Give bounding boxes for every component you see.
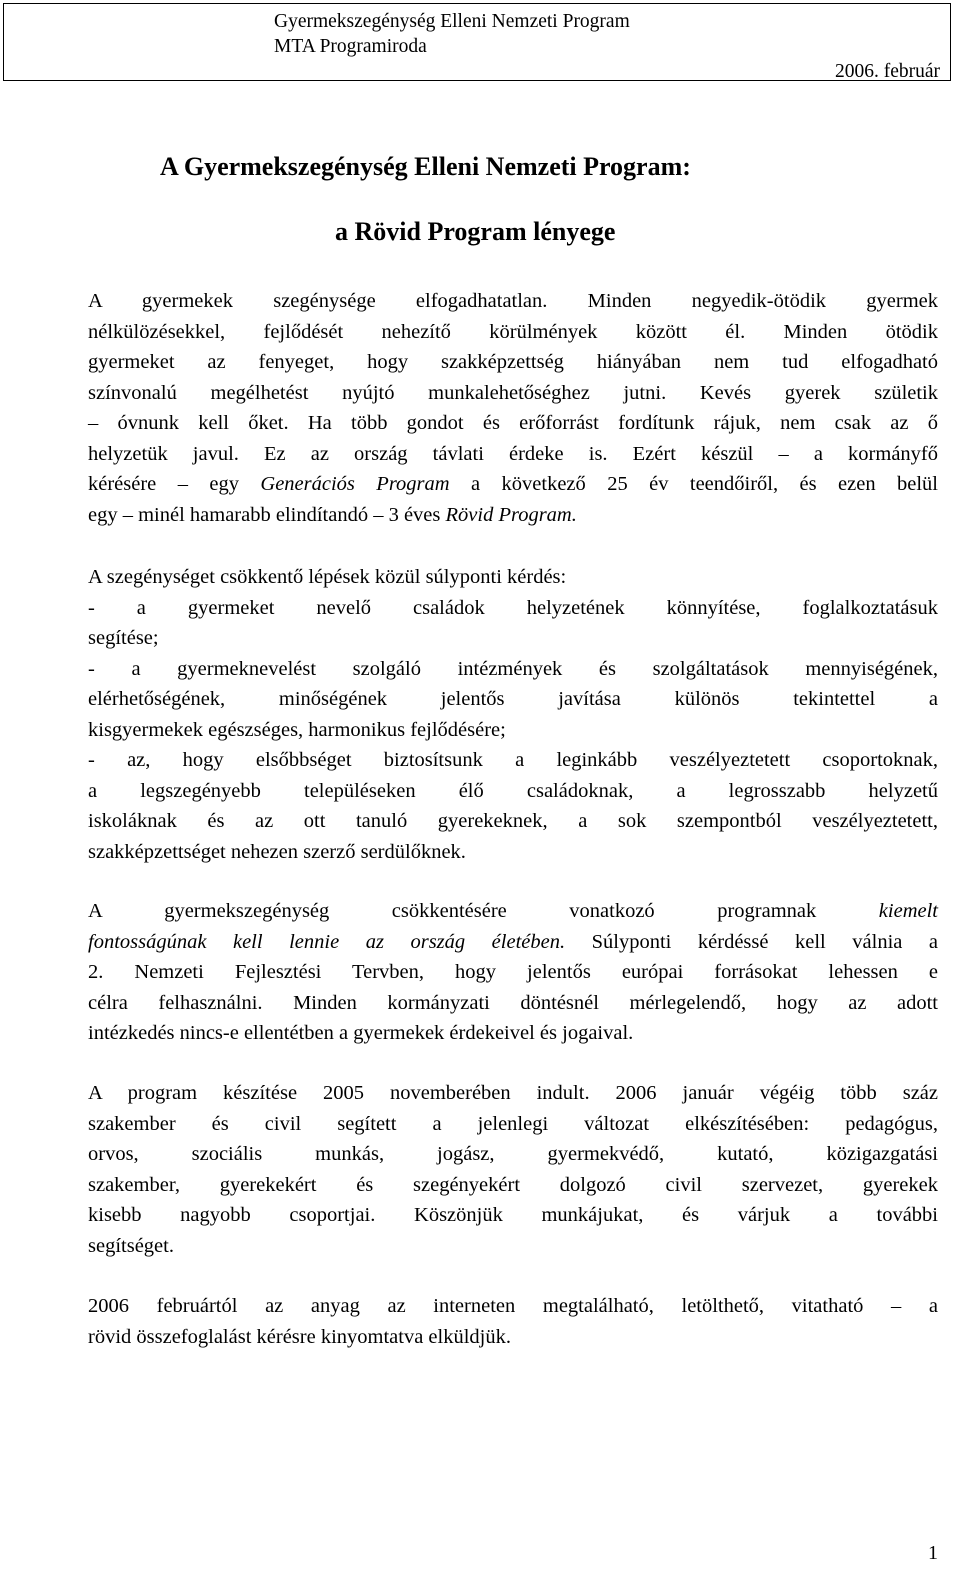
text-line: – óvnunk kell őket. Ha több gondot és erőforrást fordítunk rájuk, nem csak az ő bbox=[88, 412, 938, 434]
text-line: célra felhasználni. Minden kormányzati döntésnél mérlegelendő, hogy az adott bbox=[88, 991, 938, 1014]
text-segment: egy – minél hamarabb elindítandó – 3 éves bbox=[88, 503, 446, 526]
document-title-line2: a Rövid Program lényege bbox=[335, 217, 616, 246]
text-line bbox=[88, 500, 938, 531]
text-segment: A gyermekszegénység csökkentésére vonatkozó programnak bbox=[88, 900, 879, 922]
text-line: segítése; bbox=[88, 627, 159, 649]
text-line: gyermeket az fenyeget, hogy szakképzettség hiányában nem tud elfogadható bbox=[88, 351, 938, 373]
page-number: 1 bbox=[928, 1542, 938, 1564]
text-line: elérhetőségének, minőségének jelentős javítása különös tekintettel a bbox=[88, 688, 938, 710]
text-line: szakember, gyerekekért és szegényekért dolgozó civil szervezet, gyerekek bbox=[88, 1173, 938, 1196]
text-line: szakember és civil segített a jelenlegi változat elkészítésében: pedagógus, bbox=[88, 1112, 938, 1135]
document-header bbox=[3, 3, 951, 81]
text-line: 2. Nemzeti Fejlesztési Tervben, hogy jelentős európai forrásokat lehessen e bbox=[88, 961, 938, 983]
text-segment: a következő 25 év teendőiről, és ezen belül bbox=[449, 473, 938, 495]
text-line: színvonalú megélhetést nyújtó munkalehetőséghez jutni. Kevés gyerek születik bbox=[88, 381, 938, 404]
header-program-name: Gyermekszegénység Elleni Nemzeti Program bbox=[274, 11, 630, 32]
text-line: a legszegényebb településeken élő családoknak, a legrosszabb helyzetű bbox=[88, 779, 938, 802]
header-office: MTA Programiroda bbox=[274, 36, 427, 57]
text-line: - a gyermeket nevelő családok helyzetének könnyítése, foglalkoztatásuk bbox=[88, 596, 938, 619]
text-line: szakképzettséget nehezen szerző serdülőknek. bbox=[88, 840, 466, 863]
text-line: intézkedés nincs-e ellentétben a gyermekek érdekeivel és jogaival. bbox=[88, 1022, 634, 1044]
header-date: 2006. február bbox=[834, 61, 940, 82]
text-line: helyzetük javul. Ez az ország távlati érdeke is. Ezért készül – a kormányfő bbox=[88, 442, 938, 465]
text-line: kisebb nagyobb csoportjai. Köszönjük munkájukat, és várjuk a további bbox=[88, 1204, 938, 1226]
text-line: A szegénységet csökkentő lépések közül súlyponti kérdés: bbox=[88, 566, 567, 588]
paragraph-intro bbox=[88, 286, 938, 530]
text-line: nélkülözésekkel, fejlődését nehezítő körülmények között él. Minden ötödik bbox=[88, 320, 938, 343]
text-line bbox=[88, 469, 938, 500]
text-line: A program készítése 2005 novemberében indult. 2006 január végéig több száz bbox=[88, 1082, 938, 1104]
text-line: 2006 februártól az anyag az interneten megtalálható, letölthető, vitatható – a bbox=[88, 1295, 938, 1317]
text-line: - a gyermeknevelést szolgáló intézmények és szolgáltatások mennyiségének, bbox=[88, 657, 938, 680]
text-line: iskoláknak és az ott tanuló gyerekeknek, a sok szempontból veszélyeztetett, bbox=[88, 810, 938, 832]
paragraph-priorities bbox=[88, 562, 938, 867]
paragraph-importance bbox=[88, 896, 938, 1049]
text-line: segítséget. bbox=[88, 1234, 174, 1257]
text-line: orvos, szociális munkás, jogász, gyermekvédő, kutató, közigazgatási bbox=[88, 1143, 938, 1165]
text-segment: Súlyponti kérdéssé kell válnia a bbox=[565, 930, 939, 953]
text-segment: kérésére – egy bbox=[88, 473, 261, 495]
italic-term: kiemelt bbox=[878, 900, 938, 922]
text-line: rövid összefoglalást kérésre kinyomtatva elküldjük. bbox=[88, 1325, 511, 1348]
text-line: - az, hogy elsőbbséget biztosítsunk a leginkább veszélyeztetett csoportoknak, bbox=[88, 749, 938, 771]
italic-term: Rövid Program. bbox=[445, 503, 577, 526]
italic-term: fontosságúnak kell lennie az ország életében. bbox=[88, 930, 566, 953]
text-line: A gyermekek szegénysége elfogadhatatlan. Minden negyedik-ötödik gyermek bbox=[88, 290, 938, 312]
text-line bbox=[88, 896, 938, 927]
text-line: kisgyermekek egészséges, harmonikus fejlődésére; bbox=[88, 718, 506, 741]
paragraph-preparation bbox=[88, 1078, 938, 1261]
document-title-line1: A Gyermekszegénység Elleni Nemzeti Program: bbox=[160, 152, 691, 181]
italic-term: Generációs Program bbox=[260, 473, 450, 495]
paragraph-availability bbox=[88, 1291, 938, 1352]
text-line bbox=[88, 927, 938, 958]
